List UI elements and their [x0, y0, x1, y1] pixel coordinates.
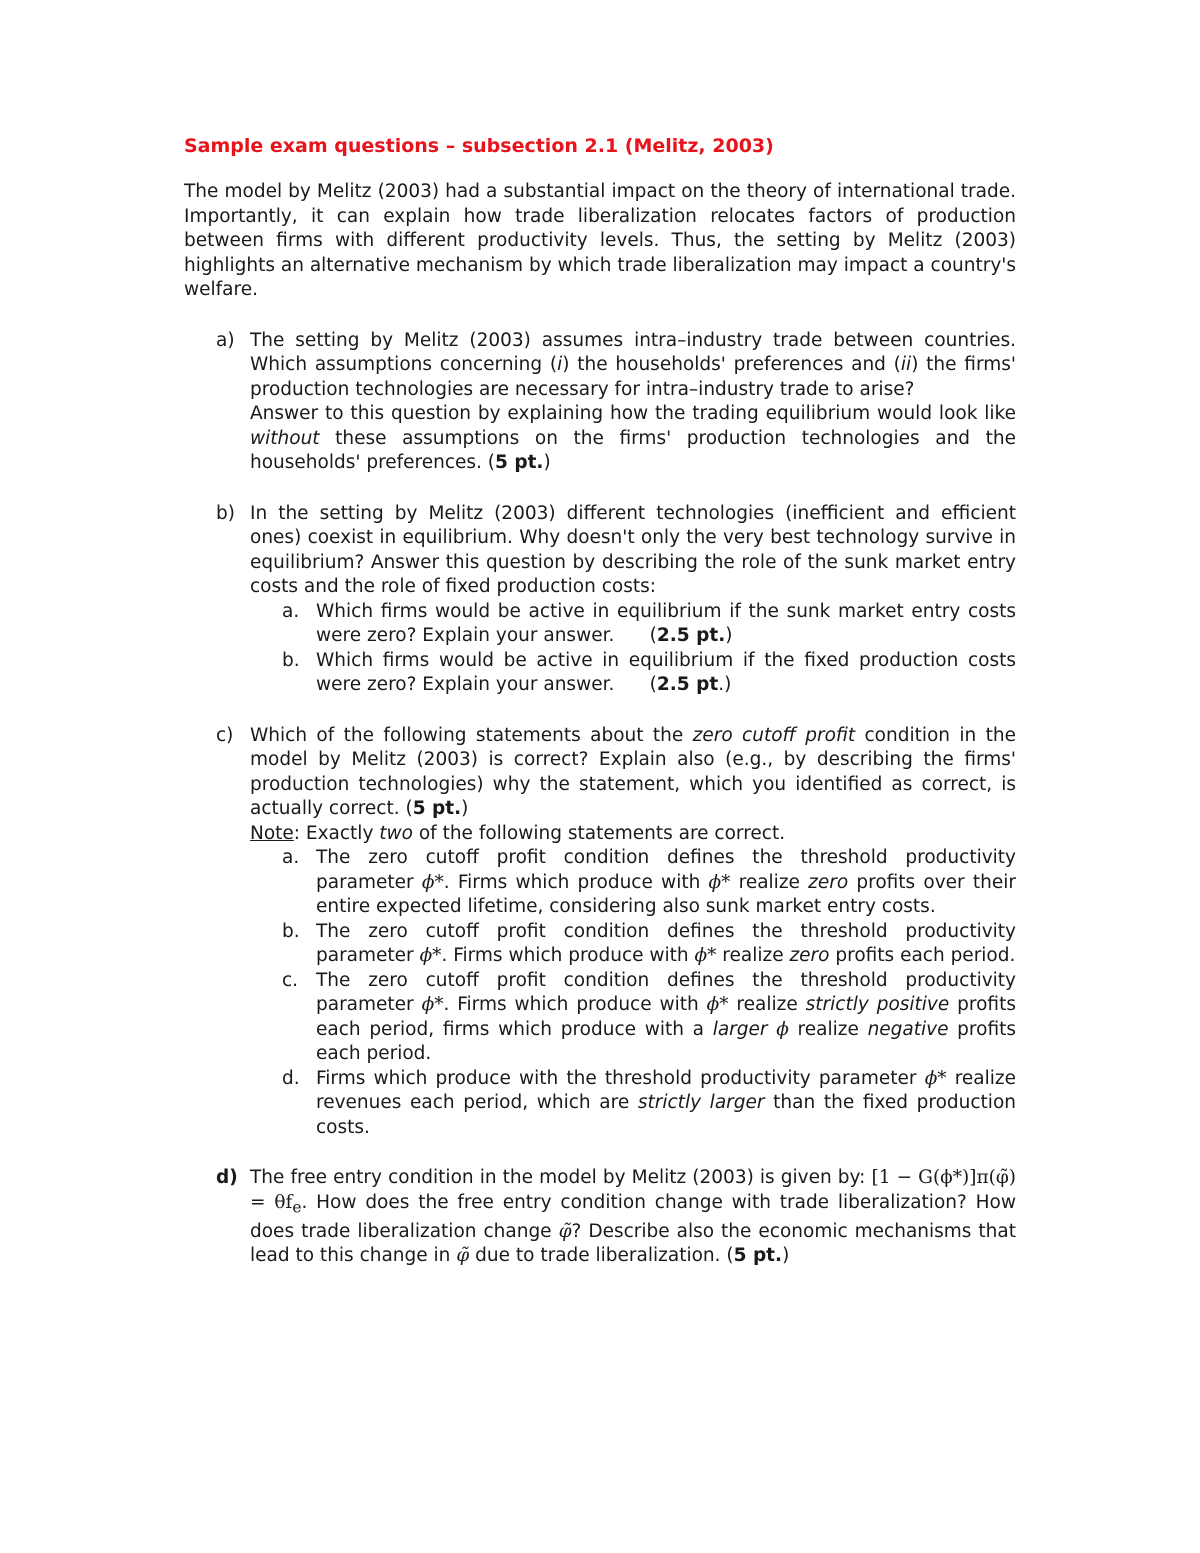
question-a-instruction: [250, 402, 1016, 476]
italic-run: zero cutoff profit: [692, 724, 856, 746]
points: 2.5 pt: [656, 674, 719, 695]
text-run: (: [649, 674, 657, 695]
phi-star-symbol: ϕ*: [924, 1067, 947, 1089]
italic-run: strictly larger: [637, 1092, 765, 1113]
points: 5 pt.: [733, 1245, 783, 1267]
points: 2.5 pt.: [656, 625, 726, 646]
question-a: [184, 329, 1016, 476]
statement-b: [250, 920, 1016, 969]
italic-run: ii: [900, 354, 912, 375]
italic-run: negative: [867, 1018, 949, 1040]
question-a-text: [250, 329, 1016, 403]
points: 5 pt.: [412, 798, 462, 819]
text-run: . Firms which produce with: [443, 994, 707, 1015]
text-run: realize: [716, 945, 790, 966]
text-run: Answer to this question by explaining how the trading equilibrium would look like: [250, 403, 1016, 424]
italic-run: without: [250, 427, 320, 449]
text-run: Which firms would be active in equilibrium if the sunk market entry costs were zero? Explain your answer.: [316, 600, 1016, 646]
sub-label: a.: [282, 847, 300, 868]
text-run: realize: [788, 1018, 868, 1040]
text-run: of the following statements are correct.: [412, 822, 786, 844]
text-run: than the fixed production costs.: [316, 1092, 1016, 1138]
note-label: Note: [250, 822, 294, 844]
points: 5 pt.: [495, 452, 544, 473]
italic-run: zero: [789, 945, 830, 966]
text-run: realize revenues each period, which are: [316, 1067, 1016, 1113]
text-run: The zero cutoff profit condition defines the threshold productivity parameter: [316, 847, 1016, 893]
equation-text: [1 − G(ϕ*)]π(φ̃) = θf: [250, 1167, 1017, 1213]
text-run: Firms which produce with the threshold productivity parameter: [316, 1067, 925, 1089]
text-run: The free entry condition in the model by Melitz (2003) is given by:: [250, 1167, 872, 1188]
text-run: ): [461, 798, 469, 819]
phi-symbol: ϕ: [776, 1018, 789, 1040]
phi-star-symbol: ϕ*: [421, 871, 444, 893]
phi-star-symbol: ϕ*: [694, 945, 717, 966]
sub-text: [316, 969, 1016, 1067]
sub-label: d.: [282, 1067, 300, 1089]
question-c-label: c): [216, 724, 234, 746]
text-run: Which of the following statements about the: [250, 724, 693, 746]
document-page: [184, 128, 1016, 1295]
text-run: . Firms which produce with: [443, 871, 709, 893]
equation-subscript: e: [292, 1198, 302, 1217]
text-run: : Exactly: [293, 822, 380, 844]
sub-text: [316, 600, 1016, 649]
sub-text: [316, 846, 1016, 920]
text-run: ) the firms' production technologies are necessary for intra–industry trade to arise?: [250, 354, 1016, 400]
text-run: ): [782, 1245, 790, 1267]
question-b: [184, 502, 1016, 698]
text-run: .): [718, 674, 732, 695]
phi-star-symbol: ϕ*: [706, 994, 729, 1015]
text-run: profits each period.: [316, 1018, 1016, 1064]
text-run: . How does the free entry condition change with trade liberalization? How does trade liberalization change: [250, 1191, 1016, 1242]
question-b-text: In the setting by Melitz (2003) different technologies (inefficient and efficient ones) coexist in equilibrium. Why doesn't only the very best technology survive in equilibrium? Answer this question by describing the role of the sunk market entry costs and the role of fixed production costs:: [250, 502, 1016, 597]
question-c-text: [250, 724, 1016, 822]
sub-text: [316, 649, 1016, 698]
question-b-sub-a: [250, 600, 1016, 649]
sub-label: c.: [282, 969, 299, 991]
text-run: Which firms would be active in equilibrium if the fixed production costs were zero? Explain your answer.: [316, 649, 1016, 695]
text-run: (: [649, 625, 657, 646]
sub-label: b.: [282, 649, 300, 671]
text-run: profits each period, firms which produce with a: [316, 994, 1016, 1040]
text-run: profits each period.: [829, 945, 1016, 966]
text-run: ) the households' preferences and (: [562, 354, 901, 375]
text-run: The setting by Melitz (2003) assumes intra–industry trade between countries. Which assumptions concerning (: [250, 329, 1016, 375]
text-run: The zero cutoff profit condition defines the threshold productivity parameter: [316, 920, 1016, 966]
question-a-label: a): [216, 329, 235, 351]
sub-text: [316, 920, 1016, 969]
question-d: [184, 1166, 1016, 1269]
phi-star-symbol: ϕ*: [708, 871, 731, 893]
text-run: due to trade liberalization. (: [469, 1245, 734, 1267]
intro-paragraph: The model by Melitz (2003) had a substantial impact on the theory of international trade. Importantly, it can explain how trade liberalization relocates factors of production between firms with different productivity levels. Thus, the setting by Melitz (2003) highlights an alternative mechanism by which trade liberalization may impact a country's welfare.: [184, 181, 1016, 300]
text-run: profits over their entire expected lifetime, considering also sunk market entry costs.: [316, 871, 1016, 917]
text-run: condition in the model by Melitz (2003) is correct? Explain also (e.g., by describing the firms' production technologies) why the statement, which you identified as correct, is actually correct. (: [250, 724, 1017, 819]
italic-run: zero: [808, 871, 849, 893]
statement-c: [250, 969, 1016, 1067]
text-run: The zero cutoff profit condition defines the threshold productivity parameter: [316, 969, 1016, 1015]
text-run: ? Describe also the economic mechanisms that lead to this change in: [250, 1220, 1016, 1267]
statement-d: [250, 1067, 1016, 1141]
question-d-label: d): [216, 1167, 238, 1188]
text-run: these assumptions on the firms' production technologies and the households' preferences. (: [250, 427, 1016, 473]
text-run: ): [725, 625, 733, 646]
italic-run: two: [379, 822, 413, 844]
sub-label: b.: [282, 920, 300, 942]
question-b-label: b): [216, 502, 235, 524]
italic-run: larger: [712, 1018, 768, 1040]
phi-star-symbol: ϕ*: [421, 994, 444, 1015]
text-run: ): [543, 452, 551, 473]
question-c-note: [250, 822, 1016, 847]
sub-text: [316, 1067, 1016, 1141]
page-title: Sample exam questions – subsection 2.1 (Melitz, 2003): [184, 135, 774, 157]
italic-run: strictly positive: [805, 994, 950, 1015]
italic-run: i: [557, 354, 563, 375]
question-c: [184, 724, 1016, 1141]
question-b-sub-b: [250, 649, 1016, 698]
text-run: realize: [728, 994, 806, 1015]
statement-a: [250, 846, 1016, 920]
phi-tilde-symbol: φ̃: [558, 1220, 572, 1242]
phi-star-symbol: ϕ*: [419, 945, 442, 966]
text-run: . Firms which produce with: [441, 945, 695, 966]
sub-label: a.: [282, 600, 300, 622]
text-run: realize: [730, 871, 809, 893]
phi-tilde-symbol: φ̃: [456, 1245, 470, 1267]
question-d-text: [250, 1166, 1016, 1269]
